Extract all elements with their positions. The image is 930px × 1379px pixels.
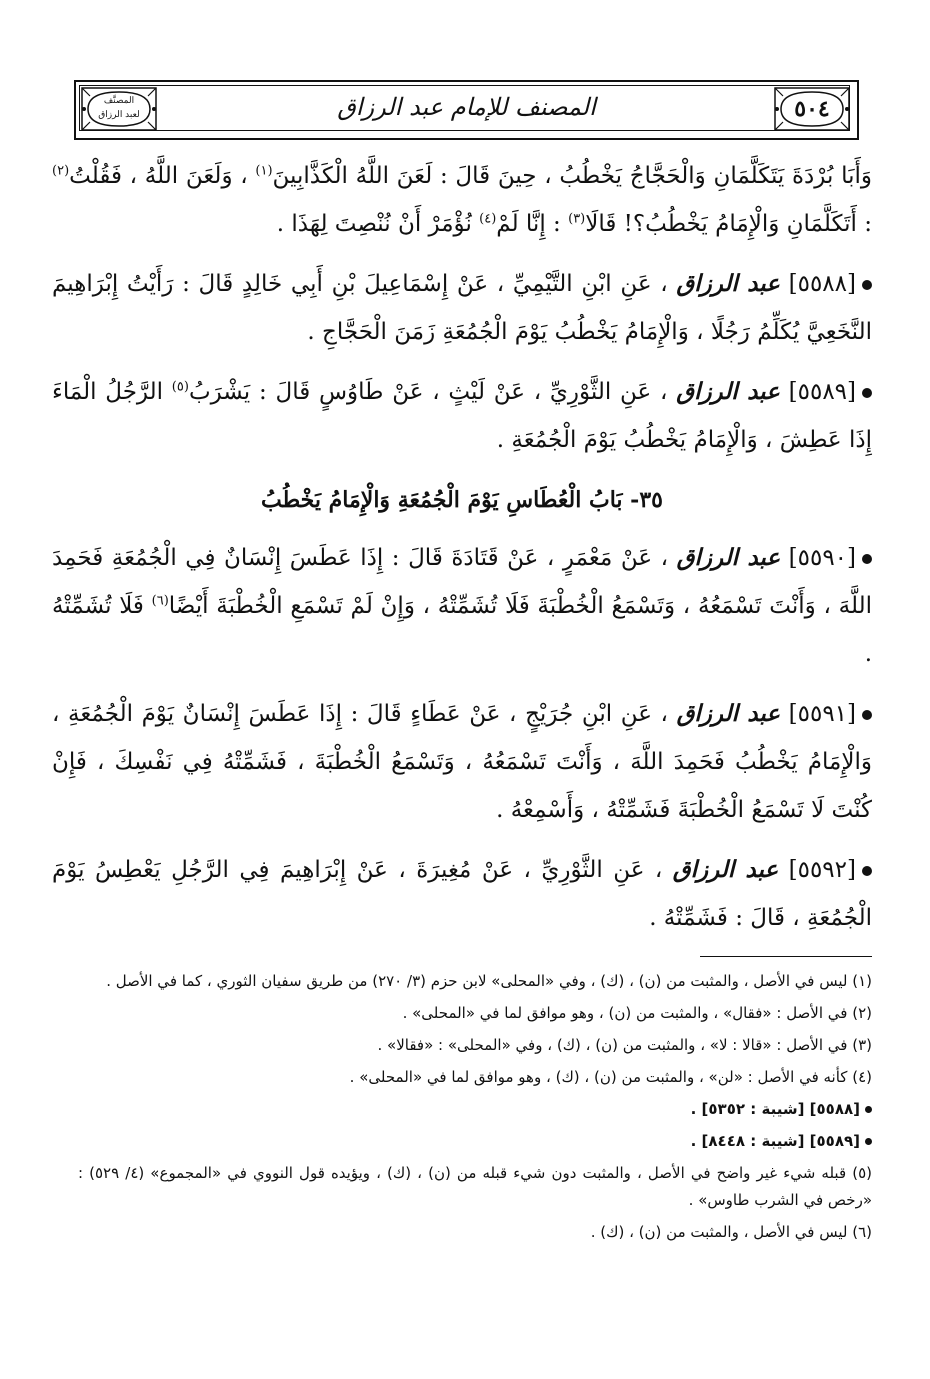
page-number: ٥٠٤	[794, 96, 830, 122]
text-run: فَقُلْتُ	[69, 163, 122, 189]
footnote-6: (٦) ليس في الأصل ، والمثبت من (ن) ، (ك) .	[590, 1223, 872, 1241]
hadith-text: الرَّجُلُ الْمَاءَ إِذَا عَطِشَ ، وَالْإِمَامُ يَخْطُبُ يَوْمَ الْجُمُعَةِ .	[52, 379, 872, 453]
bullet-icon	[862, 388, 872, 398]
footnote-marker: (٦)	[151, 593, 169, 609]
hadith-5592	[52, 846, 872, 942]
footnote-2: (٢) في الأصل : «فقال» ، والمثبت من (ن) ، وهو موافق لما في «المحلى» .	[402, 1004, 872, 1022]
page-header	[74, 80, 859, 140]
bullet-icon	[865, 1138, 872, 1145]
hadith-5590	[52, 534, 872, 678]
hadith-5589	[52, 368, 872, 464]
footnote-marker: (١)	[255, 163, 273, 179]
cartouche-line-2: لعبد الرزاق	[98, 110, 140, 120]
chapter-heading: ٣٥- بَابُ الْعُطَاسِ يَوْمَ الْجُمُعَةِ وَالْإِمَامُ يَخْطُبُ	[261, 487, 663, 513]
narrator-name: عبد الرزاق	[672, 856, 779, 883]
footnote-1: (١) ليس في الأصل ، والمثبت من (ن) ، (ك) ، وفي «المحلى» لابن حزم (٣/ ٢٧٠) من طريق سفيان الثوري ، كما في الأصل .	[106, 972, 872, 990]
narrator-name: عبد الرزاق	[676, 700, 781, 727]
hadith-number: [٥٥٩١]	[788, 701, 857, 727]
hadith-text: ، عَنِ ابْنِ جُرَيْجٍ ، عَنْ عَطَاءٍ قَالَ : إِذَا عَطَسَ إِنْسَانٌ يَوْمَ الْجُمُعَةِ ، وَالْإِمَامُ يَخْطُبُ فَحَمِدَ اللَّهَ ، وَأَنْتَ تَسْمَعُهُ ، وَتَسْمَعُ الْخُطْبَةَ ، فَشَمِّتْهُ فِي نَفْسِكَ ، فَإِنْ كُنْتَ لَا تَسْمَعُ الْخُطْبَةَ فَشَمِّتْهُ ، وَأَسْمِعْهُ .	[52, 701, 872, 823]
main-text	[52, 152, 872, 954]
reference-5589	[78, 1128, 872, 1155]
hadith-number: [٥٥٨٩]	[788, 379, 857, 405]
text-run: نُؤْمَرْ أَنْ نُنْصِتَ لِهَذَا .	[276, 211, 472, 237]
left-cartouche-ornament	[78, 84, 160, 134]
text-run: : إِنَّا لَمْ	[496, 211, 561, 237]
hadith-text: فَلَا تُشَمِّتْهُ .	[52, 593, 872, 667]
narrator-name: عبد الرزاق	[676, 378, 780, 405]
footnotes	[78, 968, 872, 1251]
hadith-text: ، عَنِ ابْنِ التَّيْمِيِّ ، عَنْ إِسْمَاعِيلَ بْنِ أَبِي خَالِدٍ قَالَ : رَأَيْتُ إِبْرَاهِيمَ النَّخَعِيَّ يُكَلِّمُ رَجُلًا ، وَالْإِمَامُ يَخْطُبُ يَوْمَ الْجُمُعَةِ زَمَنَ الْحَجَّاجِ .	[52, 271, 872, 345]
continuation-paragraph	[52, 152, 872, 248]
hadith-5591	[52, 690, 872, 834]
footnote-marker: (٣)	[568, 211, 586, 227]
bullet-icon	[865, 1106, 872, 1113]
text-run: وَأَبَا بُرْدَةَ يَتَكَلَّمَانِ وَالْحَجَّاجُ يَخْطُبُ ، حِينَ قَالَ : لَعَنَ اللَّهُ الْكَذَّابِينَ	[272, 163, 872, 189]
footnote-4: (٤) كأنه في الأصل : «لن» ، والمثبت من (ن) ، (ك) ، وهو موافق لما في «المحلى» .	[349, 1068, 872, 1086]
text-run: : أَتَكَلَّمَانِ وَالْإِمَامُ يَخْطُبُ؟! قَالَا	[585, 211, 872, 237]
footnote-marker: (٥)	[171, 379, 189, 395]
hadith-5588	[52, 260, 872, 356]
reference-text: [٥٥٨٨] [شيبة : ٥٣٥٢] .	[690, 1100, 860, 1118]
hadith-number: [٥٥٩٢]	[788, 857, 856, 883]
narrator-name: عبد الرزاق	[676, 544, 781, 571]
hadith-number: [٥٥٩٠]	[788, 545, 857, 571]
text-run: ، وَلَعَنَ اللَّهُ ،	[129, 163, 248, 189]
hadith-text: ، عَنْ مَعْمَرٍ ، عَنْ قَتَادَةَ قَالَ : إِذَا عَطَسَ إِنْسَانٌ فِي الْجُمُعَةِ فَحَمِدَ اللَّهَ ، وَأَنْتَ تَسْمَعُهُ ، وَتَسْمَعُ الْخُطْبَةَ فَلَا تُشَمِّتْهُ ، وَإِنْ لَمْ تَسْمَعِ الْخُطْبَةَ أَيْضًا	[52, 545, 872, 619]
hadith-number: [٥٥٨٨]	[788, 271, 856, 297]
bullet-icon	[862, 866, 872, 876]
footnote-separator	[700, 956, 872, 957]
hadith-text: ، عَنِ الثَّوْرِيِّ ، عَنْ مُغِيرَةَ ، عَنْ إِبْرَاهِيمَ فِي الرَّجُلِ يَعْطِسُ يَوْمَ الْجُمُعَةِ ، قَالَ : فَشَمِّتْهُ .	[52, 857, 872, 931]
bullet-icon	[862, 710, 872, 720]
right-page-number-ornament	[771, 84, 853, 134]
footnote-3: (٣) في الأصل : «قالا : لا» ، والمثبت من (ن) ، (ك) ، وفي «المحلى» : «فقالا» .	[377, 1036, 872, 1054]
cartouche-line-1: المصنَّف	[103, 96, 135, 106]
footnote-marker: (٤)	[479, 211, 497, 227]
reference-text: [٥٥٨٩] [شيبة : ٨٤٤٨] .	[690, 1132, 860, 1150]
narrator-name: عبد الرزاق	[676, 270, 780, 297]
footnote-5: (٥) قبله شيء غير واضح في الأصل ، والمثبت دون شيء قبله من (ن) ، (ك) ، ويؤيده قول النووي في «المجموع» (٤/ ٥٢٩) : «رخص في الشرب طاوس» .	[78, 1164, 872, 1209]
bullet-icon	[862, 280, 872, 290]
hadith-text: ، عَنِ الثَّوْرِيِّ ، عَنْ لَيْثٍ ، عَنْ طَاوُسٍ قَالَ : يَشْرَبُ	[188, 379, 668, 405]
cartouche-label	[92, 94, 146, 122]
footnote-marker: (٢)	[52, 163, 70, 179]
bullet-icon	[862, 554, 872, 564]
reference-5588	[78, 1096, 872, 1123]
book-title: المصنف للإمام عبد الرزاق	[337, 93, 596, 121]
